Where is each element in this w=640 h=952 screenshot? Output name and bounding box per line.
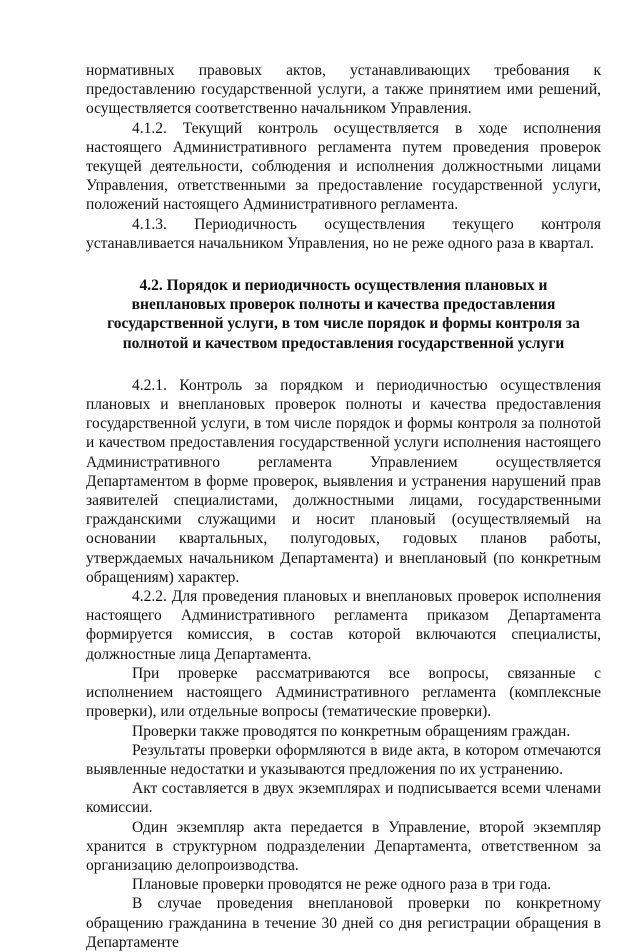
spacer [86,253,601,276]
section-heading-4-2: 4.2. Порядок и периодичность осуществления плановых и внеплановых проверок полноты и качества предоставления государственной услуги, в том числе порядок и формы контроля за полнотой и качеством предоставления государственной услуги [107,277,580,352]
paragraph-act-results: Результаты проверки оформляются в виде акта, в котором отмечаются выявленные недостатки и указываются предложения по их устранению. [86,741,601,778]
paragraph-citizen-appeals: Проверки также проводятся по конкретным обращениям граждан. [132,722,571,740]
paragraph-inspection-questions: При проверке рассматриваются все вопросы, связанные с исполнением настоящего Административного регламента (комплексные проверки), или отдельные вопросы (тематические проверки). [86,664,601,721]
paragraph-planned-frequency: Плановые проверки проводятся не реже одного раза в три года. [132,876,552,894]
paragraph-act-storage: Один экземпляр акта передается в Управление, второй экземпляр хранится в структурном подразделении Департамента, ответственном за организацию делопроизводства. [86,818,601,874]
spacer [86,353,601,376]
paragraph-4-1-3: 4.1.3. Периодичность осуществления текущего контроля устанавливается начальником Управления, но не реже одного раза в квартал. [86,215,601,252]
paragraph-intro-continuation: нормативных правовых актов, устанавливающих требования к предоставлению государственной услуги, а также принятием ими решений, осуществляется соответственно начальником Управления. [86,62,601,118]
paragraph-4-2-2: 4.2.2. Для проведения плановых и внеплановых проверок исполнения настоящего Административного регламента приказом Департамента формируется комиссия, в состав которой включаются специалисты, должностные лица Департамента. [86,588,601,663]
paragraph-act-copies: Акт составляется в двух экземплярах и подписывается всеми членами комиссии. [86,780,601,817]
paragraph-4-1-2: 4.1.2. Текущий контроль осуществляется в ходе исполнения настоящего Административного регламента путем проведения проверок текущей деятельности, соблюдения и исполнения должностными лицами Управления, ответственными за предоставление государственной услуги, положений настоящего Административного регламента. [86,119,601,214]
paragraph-4-2-1: 4.2.1. Контроль за порядком и периодичностью осуществления плановых и внеплановых проверок полноты и качества предоставления государственной услуги, в том числе порядок и формы контроля за полнотой и качеством предоставления государственной услуги исполнения настоящего Административного регламента Управлением осуществляется Департаментом в форме проверок, выявления и устранения нарушений прав заявителей специалистами, должностными лицами, государственными гражданскими служащими и носит плановый (осуществляемый на основании квартальных, полугодовых, годовых планов работы, утверждаемых начальником Департамента) и внеплановый (по конкретным обращениям) характер. [86,376,601,586]
document-body [86,61,601,952]
paragraph-unplanned-inspection: В случае проведения внеплановой проверки по конкретному обращению гражданина в течение 30 дней со дня регистрации обращения в Департаменте [86,895,601,951]
